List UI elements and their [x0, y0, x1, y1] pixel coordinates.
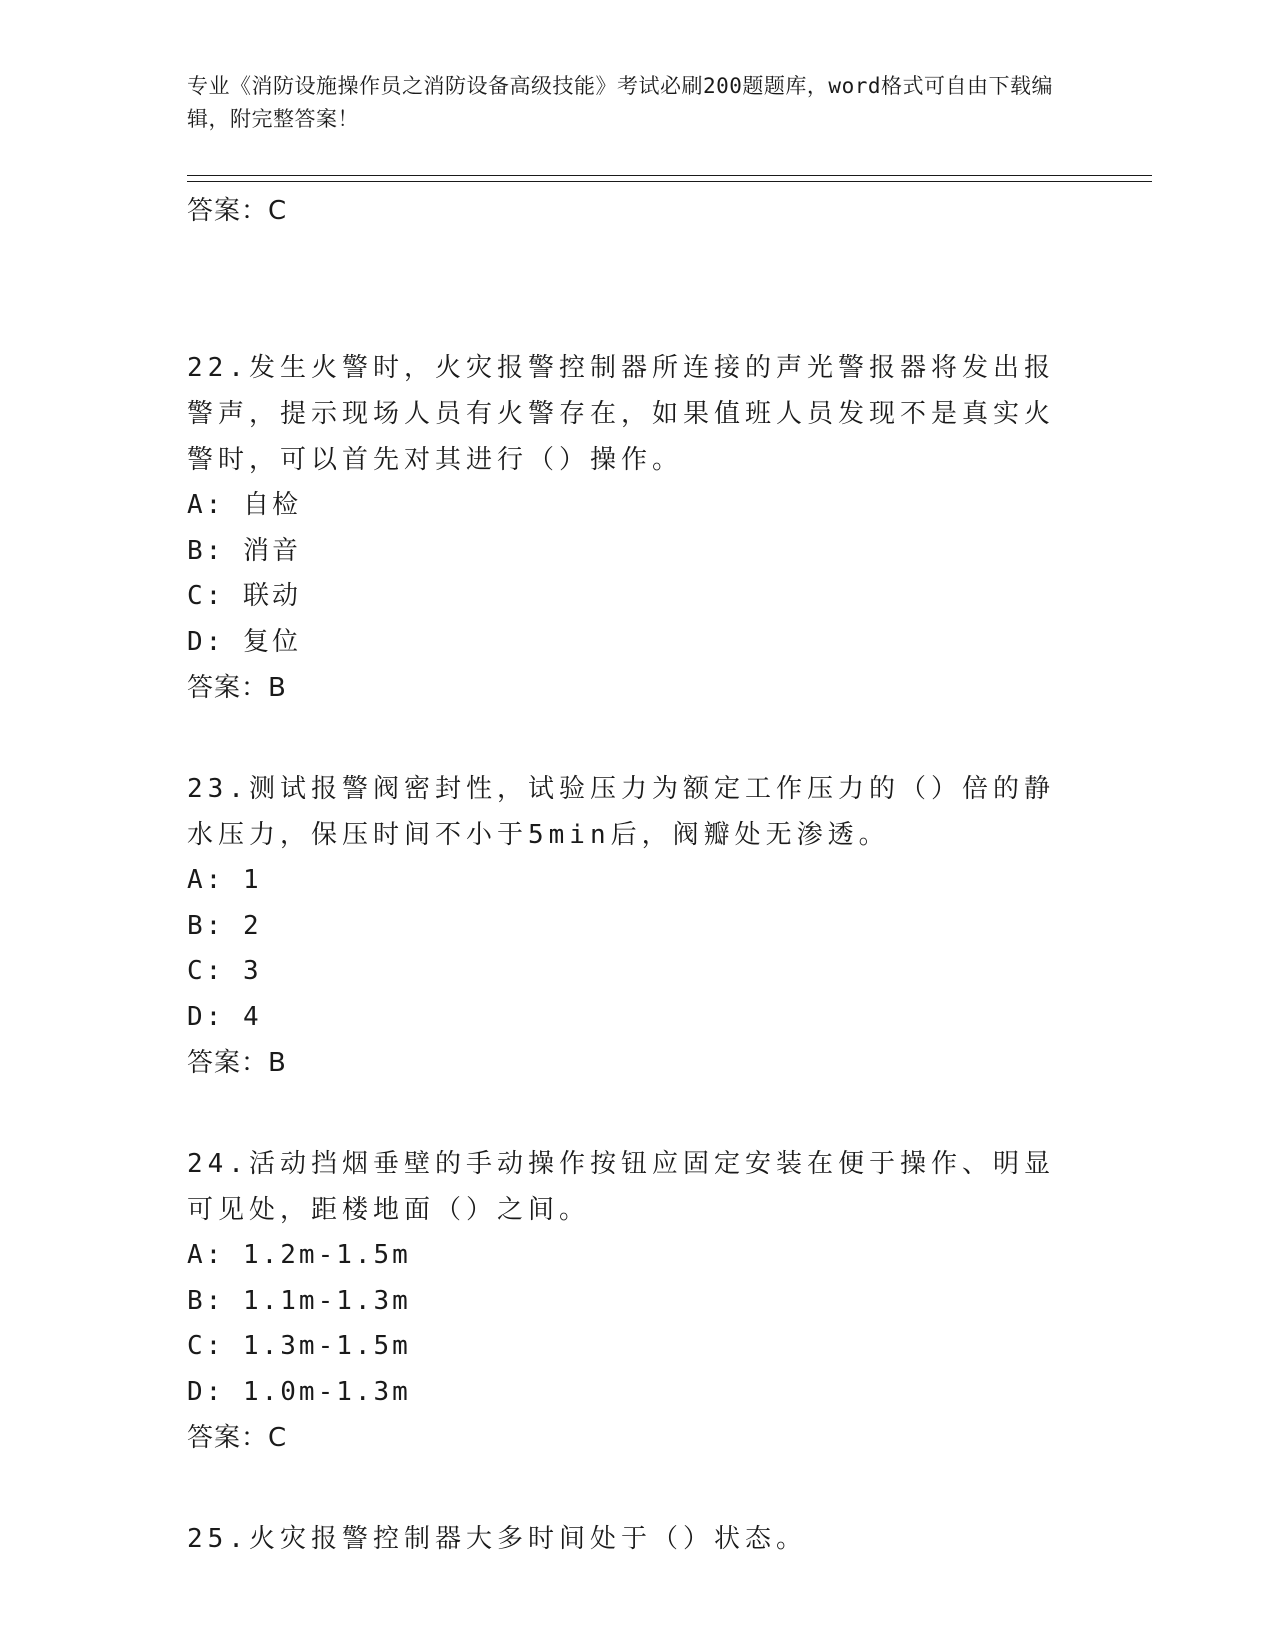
question-item: [187, 1141, 1067, 1461]
question-stem: 23.测试报警阀密封性，试验压力为额定工作压力的（）倍的静水压力，保压时间不小于5min后，阀瓣处无渗透。: [187, 774, 1055, 850]
document-header: 专业《消防设施操作员之消防设备高级技能》考试必刷200题题库，word格式可自由下载编辑，附完整答案！: [187, 74, 1053, 131]
option-b: B: 消音: [187, 535, 301, 566]
header-divider: [187, 175, 1152, 182]
answer-label: 答案：B: [187, 673, 287, 703]
question-item: [187, 345, 1067, 711]
option-a: A: 1: [187, 865, 262, 895]
document-page: [187, 70, 1147, 1554]
option-c: C: 1.3m-1.5m: [187, 1331, 411, 1361]
question-item: [187, 1516, 1067, 1562]
option-a: A: 1.2m-1.5m: [187, 1240, 411, 1270]
question-stem: 24.活动挡烟垂壁的手动操作按钮应固定安装在便于操作、明显可见处，距楼地面（）之间。: [187, 1149, 1055, 1225]
option-d: D: 1.0m-1.3m: [187, 1376, 411, 1407]
question-stem: 22.发生火警时，火灾报警控制器所连接的声光警报器将发出报警声，提示现场人员有火警存在，如果值班人员发现不是真实火警时，可以首先对其进行（）操作。: [187, 353, 1056, 475]
question-item: [187, 766, 1067, 1086]
question-list: [187, 345, 1067, 1617]
option-a: A: 自检: [187, 490, 301, 520]
option-d: D: 复位: [187, 626, 301, 657]
answer-label: 答案：C: [187, 1423, 288, 1453]
answer-label: 答案：C: [187, 196, 288, 226]
option-d: D: 4: [187, 1001, 262, 1032]
option-c: C: 3: [187, 956, 262, 986]
option-c: C: 联动: [187, 581, 301, 611]
question-stem: 25.火灾报警控制器大多时间处于（）状态。: [187, 1524, 807, 1554]
option-b: B: 1.1m-1.3m: [187, 1285, 411, 1316]
answer-label: 答案：B: [187, 1048, 287, 1078]
option-b: B: 2: [187, 910, 262, 941]
